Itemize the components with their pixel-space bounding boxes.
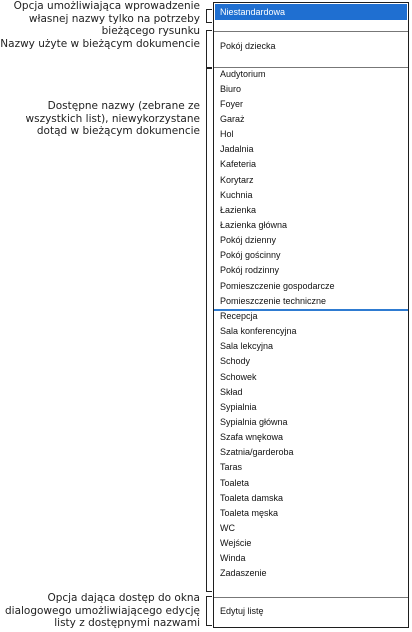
available-name-item[interactable]: Sala lekcyjna	[220, 341, 274, 352]
available-name-item[interactable]: Pokój rodzinny	[220, 265, 280, 276]
option-edit-list[interactable]: Edytuj listę	[220, 606, 264, 616]
option-custom[interactable]: Niestandardowa	[215, 4, 407, 20]
bracket-used	[206, 30, 212, 68]
available-name-item[interactable]: Sala konferencyjna	[220, 326, 297, 337]
available-name-item[interactable]: Jadalnia	[220, 144, 254, 155]
available-name-item[interactable]: Szafa wnękowa	[220, 432, 284, 443]
bracket-custom	[206, 9, 212, 23]
callout-used-names: Nazwy użyte w bieżącym dokumencie	[0, 38, 200, 50]
available-name-item[interactable]: Toaleta	[220, 477, 250, 488]
available-name-item[interactable]: Biuro	[220, 83, 242, 94]
used-name-item[interactable]: Pokój dziecka	[220, 41, 276, 51]
available-name-item[interactable]: Recepcja	[220, 310, 258, 321]
available-name-item[interactable]: Toaleta męska	[220, 507, 279, 518]
available-name-item[interactable]: Pomieszczenie techniczne	[220, 295, 327, 306]
available-name-item[interactable]: Kafeteria	[220, 159, 257, 170]
available-name-item[interactable]: Hol	[220, 129, 234, 140]
available-name-item[interactable]: Pomieszczenie gospodarcze	[220, 280, 335, 291]
callout-edit-list: Opcja dająca dostęp do okna dialogowego umożliwiającego edycję listy z dostępnymi nazwami	[4, 592, 200, 629]
list-divider	[214, 309, 408, 311]
available-name-item[interactable]: Sypialnia	[220, 401, 257, 412]
available-name-item[interactable]: Skład	[220, 386, 243, 397]
available-name-item[interactable]: Taras	[220, 462, 243, 473]
bracket-available	[206, 68, 212, 592]
available-name-item[interactable]: Korytarz	[220, 174, 254, 185]
available-name-item[interactable]: Schody	[220, 356, 251, 367]
available-name-item[interactable]: Sypialnia główna	[220, 416, 288, 427]
available-name-item[interactable]: Audytorium	[220, 68, 266, 79]
separator-edit	[214, 597, 408, 598]
available-name-item[interactable]: Toaleta damska	[220, 492, 284, 503]
available-name-item[interactable]: Pokój dzienny	[220, 235, 277, 246]
available-name-item[interactable]: Pokój gościnny	[220, 250, 281, 261]
bracket-edit	[206, 596, 212, 626]
available-name-item[interactable]: Winda	[220, 553, 246, 564]
available-name-item[interactable]: Garaż	[220, 113, 245, 124]
available-name-item[interactable]: WC	[220, 523, 235, 533]
available-name-item[interactable]: Foyer	[220, 98, 244, 109]
available-name-item[interactable]: Zadaszenie	[220, 568, 267, 579]
room-name-dropdown-list[interactable]	[213, 2, 409, 628]
available-name-item[interactable]: Łazienka	[220, 204, 257, 215]
callout-custom-name: Opcja umożliwiająca wprowadzenie własnej nazwy tylko na potrzeby bieżącego rysunku	[13, 0, 200, 37]
available-name-item[interactable]: Szatnia/garderoba	[220, 447, 294, 458]
available-name-item[interactable]: Wejście	[220, 538, 252, 549]
separator-custom	[214, 31, 408, 32]
available-name-item[interactable]: Łazienka główna	[220, 220, 288, 230]
available-name-item[interactable]: Kuchnia	[220, 189, 253, 200]
available-name-item[interactable]: Schowek	[220, 371, 257, 382]
callout-available-names: Dostępne nazwy (zebrane ze wszystkich list), niewykorzystane dotąd w bieżącym dokumencie	[25, 100, 200, 137]
